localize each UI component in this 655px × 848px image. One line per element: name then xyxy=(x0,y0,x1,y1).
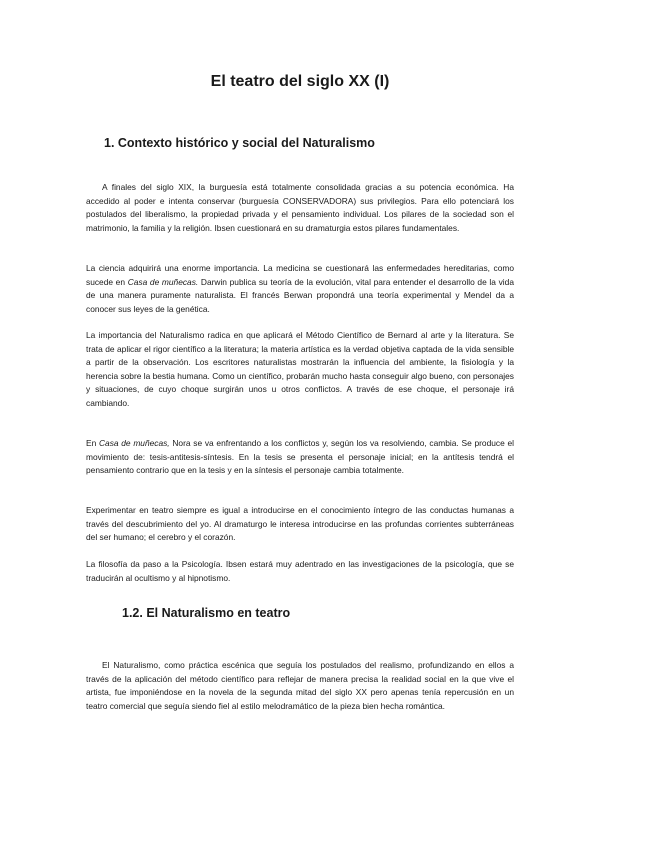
paragraph-experiment xyxy=(86,504,514,545)
paragraph-text: La filosofía da paso a la Psicología. Ibsen estará muy adentrado en las investigaciones de la psicología, que se traducirán al ocultismo y al hipnotismo. xyxy=(86,559,514,583)
work-title: Casa de muñecas. xyxy=(127,276,199,287)
paragraph-philosophy xyxy=(86,558,514,585)
paragraph-text: La ciencia adquirirá una enorme importancia. La medicina se cuestionará las enfermedades hereditarias, como sucede en xyxy=(86,263,514,287)
paragraph-naturalism-practice xyxy=(86,659,514,713)
paragraph-text: A finales del siglo XIX, la burguesía está totalmente consolidada gracias a su potencia económica. Ha accedido al poder e intenta conservar (burguesía CONSERVADORA) sus privilegios. Para ello potenciará los postulados del liberalismo, la propiedad privada y el pensamiento individual. Los pilares de la sociedad son el matrimonio, la familia y la religión. Ibsen cuestionará en su dramaturgia estos pilares fundamentales. xyxy=(86,182,514,233)
paragraph-text: Nora se va enfrentando a los conflictos y, según los va resolviendo, cambia. Se produce el movimiento de: tesis-antitesis-síntesis. En la tesis se presenta el personaje inicial; en la antítesis tendrá el pensamiento contrario que en la tesis y en la síntesis el personaje cambia totalmente. xyxy=(86,438,514,475)
paragraph-text: El Naturalismo, como práctica escénica que seguía los postulados del realismo, profundizando en ellos a través de la aplicación del método científico para reflejar de manera precisa la realidad social en la que vive el artista, fue imponiéndose en la novela de la segunda mitad del siglo XX pero apenas tenía repercusión en un teatro comercial que seguía siendo fiel al estilo melodramático de la pieza bien hecha romántica. xyxy=(86,660,514,711)
section-heading-naturalism-theatre: 1.2. El Naturalismo en teatro xyxy=(122,606,291,620)
paragraph-text: Experimentar en teatro siempre es igual a introducirse en el conocimiento íntegro de las conductas humanas a través del descubrimiento del yo. Al dramaturgo le interesa introducirse en las profundas corrientes subterráneas del ser humano; el cerebro y el corazón. xyxy=(86,505,514,542)
paragraph-text: En xyxy=(86,438,99,448)
section-heading-context: 1. Contexto histórico y social del Naturalismo xyxy=(104,136,375,150)
paragraph-bourgeoisie xyxy=(86,181,514,235)
paragraph-science xyxy=(86,262,514,316)
paragraph-text: La importancia del Naturalismo radica en que aplicará el Método Científico de Bernard al arte y la literatura. Se trata de aplicar el rigor científico a la literatura; la materia artística es la verdad objetiva captada de la vida sensible a partir de la observación. Los escritores naturalistas mostrarán la influencia del ambiente, la fisiología y la herencia sobre la bestia humana. Como un científico, probarán mucho hasta conseguir algo bueno, con personajes y situaciones, de cuyo choque surgirán unos u otros conflictos. A través de ese choque, el personaje irá cambiando. xyxy=(86,330,514,408)
paragraph-importance xyxy=(86,329,514,410)
paragraph-text: Darwin publica su teoría de la evolución, vital para entender el desarrollo de la vida de una manera puramente naturalista. El francés Berwan propondrá una teoría experimental y Mendel da a conocer sus leyes de la genética. xyxy=(86,276,514,314)
work-title: Casa de muñecas, xyxy=(98,438,170,448)
page-title: El teatro del siglo XX (I) xyxy=(210,73,390,90)
paragraph-casa-munecas xyxy=(86,437,514,478)
